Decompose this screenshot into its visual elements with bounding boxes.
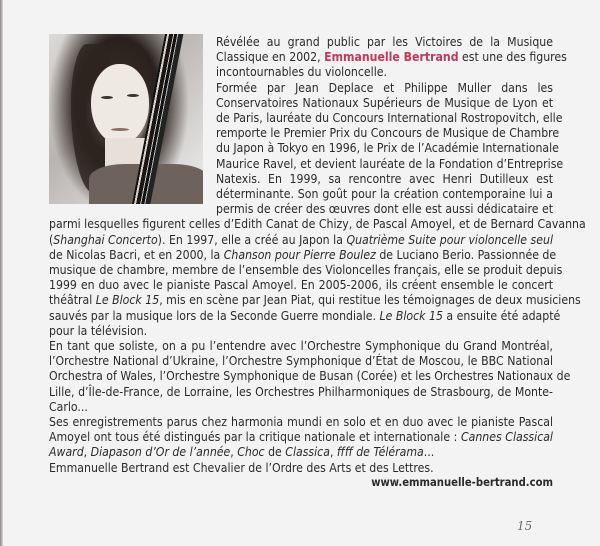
biography-line xyxy=(49,354,553,369)
artist-name-highlight: Emmanuelle Bertrand xyxy=(324,50,459,65)
biography-line xyxy=(49,445,553,460)
text-run: Formée par Jean Deplace et Philippe Muller dans les xyxy=(216,80,553,95)
text-run: incontournables du violoncelle. xyxy=(216,65,387,80)
biography-line xyxy=(49,400,553,415)
website-link[interactable]: www.emmanuelle-bertrand.com xyxy=(371,476,553,489)
text-run: 1999 en duo avec le pianiste Pascal Amoyel. En 2005-2006, ils créent ensemble le concert xyxy=(49,278,553,293)
italic-title: Award xyxy=(49,445,84,460)
biography-line xyxy=(49,247,557,263)
biography-line xyxy=(49,278,553,293)
text-run: Conservatoires Nationaux Supérieurs de Musique de Lyon et xyxy=(216,95,553,110)
biography-line xyxy=(49,430,553,445)
biography-line xyxy=(216,65,553,80)
biography-line xyxy=(216,187,553,202)
text-run: permis de créer des œuvres dont elle est aussi dédicataire et xyxy=(216,202,553,217)
italic-title: Classica xyxy=(285,445,330,460)
text-run: , xyxy=(329,445,337,460)
text-run: Orchestra of Wales, l’Orchestre Symphonique de Busan (Corée) et les Orchestres Nationaux de xyxy=(49,369,571,384)
text-run: pour la télévision. xyxy=(49,323,148,338)
text-run: musique de chambre, membre de l’ensemble des Violoncelles français, elle se produit depuis xyxy=(49,263,563,277)
biography-line xyxy=(216,141,559,156)
text-run: Maurice Ravel, et devient lauréate de la Fondation d’Entreprise xyxy=(216,156,564,171)
text-run: a ensuite été adapté xyxy=(442,308,561,323)
text-run: , mis en scène par Jean Piat, qui restitue les témoignages de deux musiciens xyxy=(159,293,581,308)
scan-edge xyxy=(0,0,3,546)
biography-line xyxy=(216,96,553,111)
text-run: de Nicolas Bacri, et en 2000, la xyxy=(49,247,224,262)
photo-eye-right xyxy=(127,94,139,97)
biography-line xyxy=(216,156,564,172)
text-run: de Paris, lauréate du Concours International Rostropovitch, elle xyxy=(216,111,563,125)
text-run: déterminante. Son goût pour la création contemporaine lui a xyxy=(216,187,553,201)
text-run: , xyxy=(83,445,91,460)
italic-title: Cannes Classical xyxy=(460,430,553,445)
biography-line xyxy=(216,202,553,217)
biography-line xyxy=(49,369,571,384)
text-run: ( xyxy=(49,232,54,247)
artist-portrait-photo xyxy=(49,34,203,204)
biography-line xyxy=(49,217,586,232)
biography-line xyxy=(49,293,581,308)
biography-line xyxy=(216,172,553,187)
biography-line xyxy=(216,35,553,50)
text-run: théâtral xyxy=(49,293,96,308)
italic-title: Shanghai Concerto xyxy=(53,232,158,247)
photo-eye-left xyxy=(101,96,113,99)
text-run: de xyxy=(264,445,286,460)
text-run: En tant que soliste, on a pu l’entendre avec l’Orchestre Symphonique du Grand Montréal, xyxy=(49,339,553,353)
biography-line xyxy=(49,339,553,354)
biography-line xyxy=(49,461,553,476)
italic-title: Le Block 15 xyxy=(379,308,443,323)
biography-line xyxy=(216,81,553,96)
text-run: l’Orchestre National d’Ukraine, l’Orchestre Symphonique d’État de Moscou, le BBC National xyxy=(49,354,553,369)
biography-line xyxy=(216,126,560,141)
text-run: Lille, d’Île-de-France, de Lorraine, les Orchestres Philharmoniques de Strasbourg, de Monte- xyxy=(49,384,553,399)
text-run: de Luciano Berio. Passionnée de xyxy=(375,247,557,262)
text-run: est une des figures xyxy=(458,50,567,65)
biography-line xyxy=(216,50,567,65)
text-run: Amoyel ont tous été distingués par la critique nationale et internationale : xyxy=(49,430,461,445)
italic-title: Chanson pour Pierre Boulez xyxy=(223,247,376,262)
text-run: sauvés par la musique lors de la Seconde Guerre mondiale. xyxy=(49,308,380,323)
italic-title: Quatrième Suite pour violoncelle seul xyxy=(346,232,553,247)
biography-line xyxy=(49,415,553,430)
biography-line xyxy=(49,385,553,400)
photo-lips xyxy=(111,128,129,131)
italic-title: Diapason d’Or de l’année xyxy=(90,445,231,460)
biography-line xyxy=(49,324,553,339)
text-run: du Japon à Tokyo en 1996, le Prix de l’Académie Internationale xyxy=(216,141,559,156)
text-run: Carlo... xyxy=(49,399,88,414)
text-run: Natexis. En 1999, sa rencontre avec Henri Dutilleux est xyxy=(216,171,553,186)
biography-line xyxy=(49,233,553,248)
italic-title: Choc xyxy=(237,445,265,460)
italic-title: ffff de Télérama xyxy=(336,445,424,460)
text-run: parmi lesquelles figurent celles d’Edith Canat de Chizy, de Pascal Amoyel, et de Bernard Cavanna xyxy=(49,217,586,232)
text-run: remporte le Premier Prix du Concours de Musique de Chambre xyxy=(216,126,560,141)
text-run: Révélée au grand public par les Victoires de la Musique xyxy=(216,35,553,49)
text-run: Emmanuelle Bertrand est Chevalier de l’Ordre des Arts et des Lettres. xyxy=(49,460,434,475)
text-run: ... xyxy=(423,445,435,460)
text-run: Classique en 2002, xyxy=(216,50,325,65)
photo-face xyxy=(91,64,149,144)
text-run: Ses enregistrements parus chez harmonia mundi en solo et en duo avec le pianiste Pascal xyxy=(49,415,553,429)
biography-line xyxy=(49,263,563,278)
biography-line xyxy=(49,308,561,324)
biography-line xyxy=(216,111,563,126)
page-number: 15 xyxy=(517,519,533,533)
text-run: ). En 1997, elle a créé au Japon la xyxy=(157,232,347,247)
text-run: , xyxy=(230,445,238,460)
italic-title: Le Block 15 xyxy=(95,293,160,308)
